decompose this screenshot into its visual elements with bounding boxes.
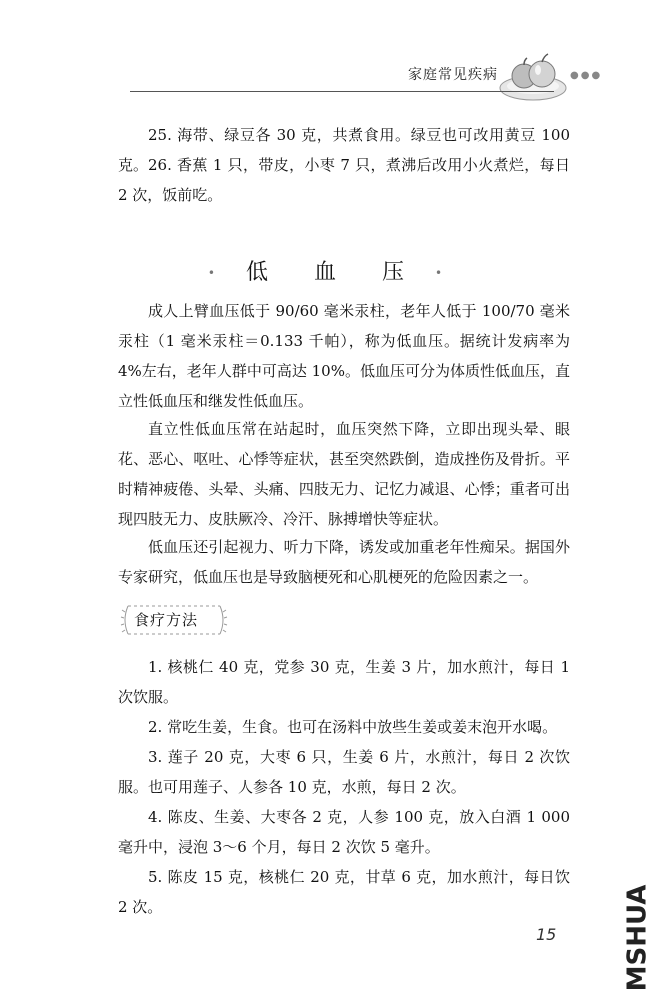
paragraph: 低血压还引起视力、听力下降，诱发或加重老年性痴呆。据国外专家研究，低血压也是导致脑梗死和心肌梗死的危险因素之一。	[118, 538, 570, 586]
list-item: 2. 常吃生姜，生食。也可在汤料中放些生姜或姜末泡开水喝。	[148, 718, 558, 736]
paragraph: 成人上臂血压低于 90/60 毫米汞柱，老年人低于 100/70 毫米汞柱（1 毫米汞柱＝0.133 千帕），称为低血压。据统计发病率为 4%左右，老年人群中可高达 10%。低血压可分为体质性低血压，直立性低血压和继发性低血压。	[118, 302, 570, 410]
subheading	[120, 600, 228, 640]
page-number: 15	[536, 925, 557, 944]
header-dots-icon: ●●●	[570, 70, 603, 81]
apple-plate-icon	[498, 44, 568, 104]
paragraph: 直立性低血压常在站起时，血压突然下降，立即出现头晕、眼花、恶心、呕吐、心悸等症状，甚至突然跌倒，造成挫伤及骨折。平时精神疲倦、头晕、头痛、四肢无力、记忆力减退、心悸；重者可出现四肢无力、皮肤厥冷、冷汗、脉搏增快等症状。	[118, 420, 570, 528]
list-item: 26. 香蕉 1 只，带皮，小枣 7 只，煮沸后改用小火煮烂，每日 2 次，饭前吃。	[118, 156, 570, 204]
list-item: 5. 陈皮 15 克，核桃仁 20 克，甘草 6 克，加水煎汁，每日饮 2 次。	[118, 868, 570, 916]
bullet-dot-icon: •	[435, 266, 455, 280]
header-rule	[130, 91, 554, 92]
section-title-text: 低 血 压	[245, 260, 416, 285]
list-item: 25. 海带、绿豆各 30 克，共煮食用。绿豆也可改用黄豆 100 克。	[118, 126, 570, 174]
list-item: 3. 莲子 20 克，大枣 6 只，生姜 6 片，水煎汁，每日 2 次饮服。也可用莲子、人参各 10 克，水煎，每日 2 次。	[118, 748, 570, 796]
subheading-text: 食疗方法	[134, 611, 199, 629]
running-header-title: 家庭常见疾病	[408, 67, 498, 83]
watermark-text: MSHUA	[622, 884, 653, 992]
section-title	[0, 255, 662, 286]
watermark	[618, 874, 662, 1001]
list-item: 1. 核桃仁 40 克，党参 30 克，生姜 3 片，加水煎汁，每日 1 次饮服。	[118, 658, 570, 706]
bullet-dot-icon: •	[207, 266, 227, 280]
list-item: 4. 陈皮、生姜、大枣各 2 克，人参 100 克，放入白酒 1 000 毫升中，浸泡 3～6 个月，每日 2 次饮 5 毫升。	[118, 808, 570, 856]
